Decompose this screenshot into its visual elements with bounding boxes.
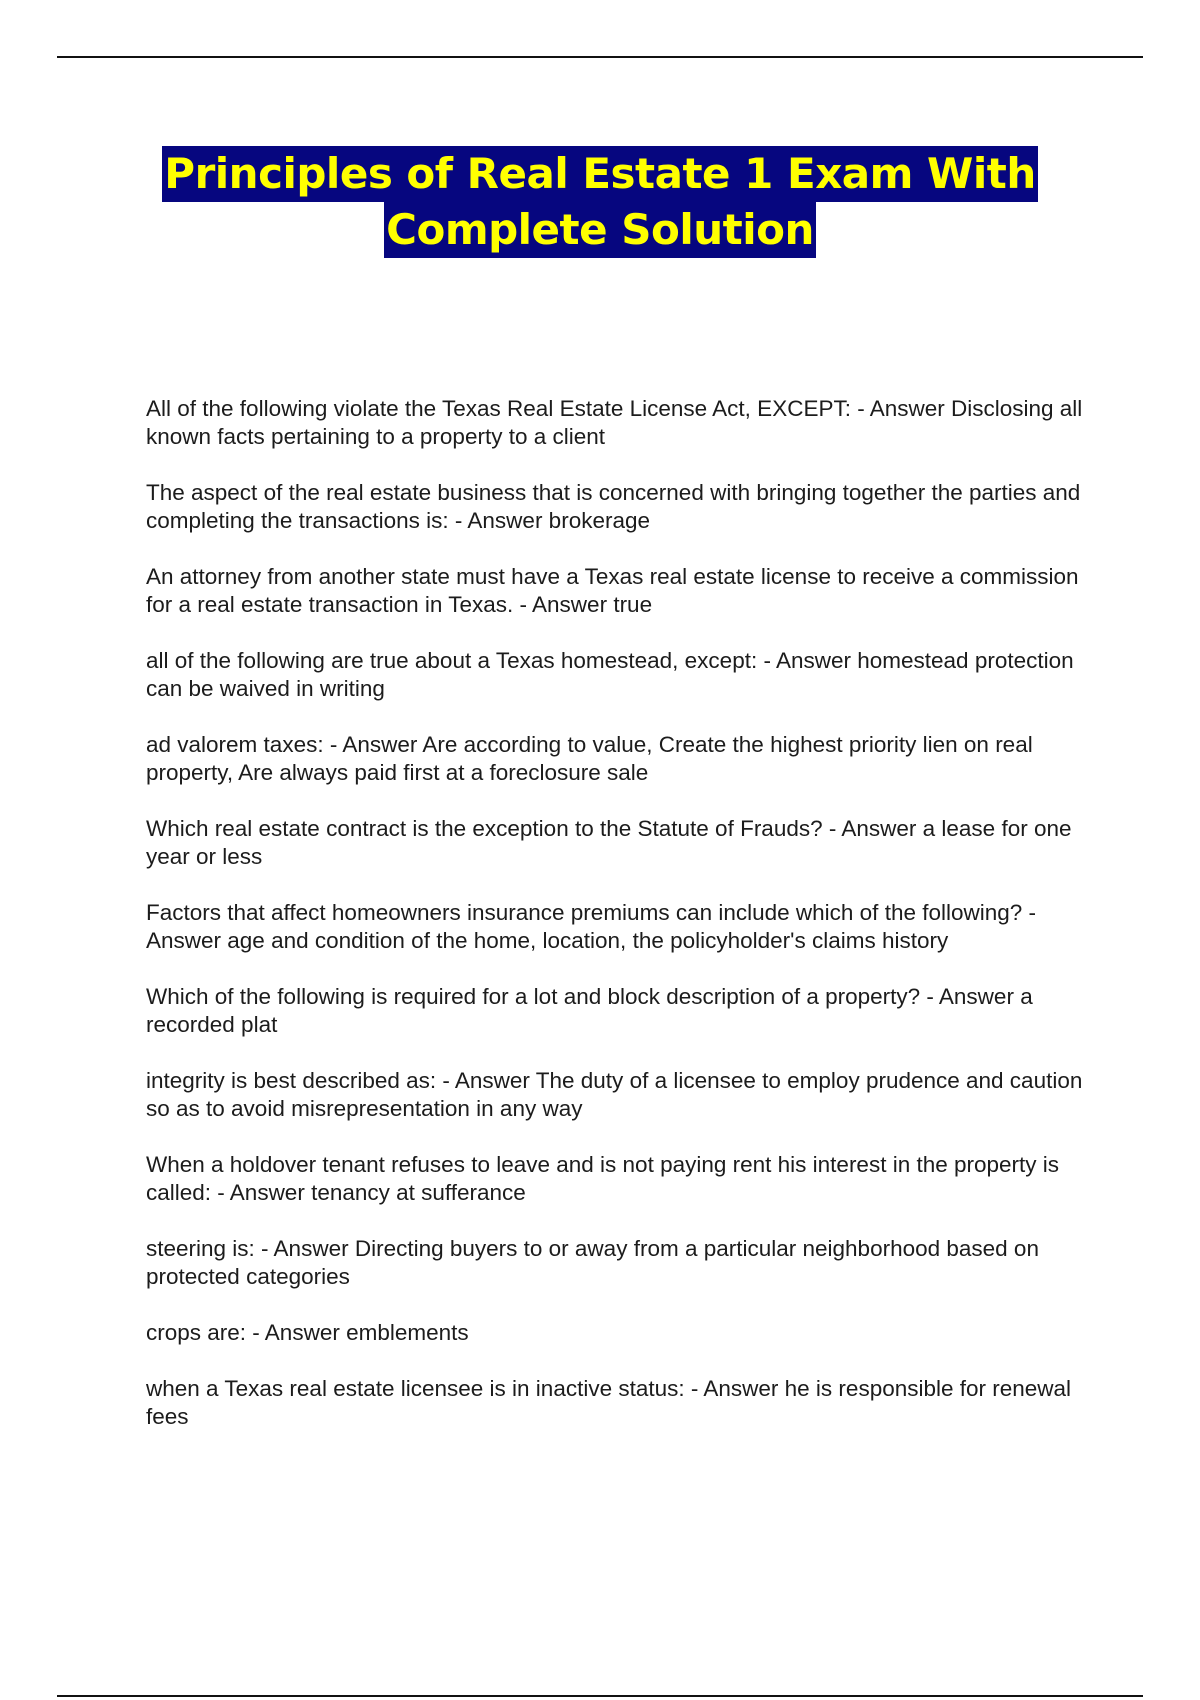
qa-item: Which of the following is required for a lot and block description of a property? - Answer a recorded plat [146,984,1033,1037]
qa-item: integrity is best described as: - Answer The duty of a licensee to employ prudence and caution so as to avoid misrepresentation in any way [146,1068,1083,1121]
qa-item: The aspect of the real estate business that is concerned with bringing together the parties and completing the transactions is: - Answer brokerage [146,480,1081,533]
qa-item: ad valorem taxes: - Answer Are according to value, Create the highest priority lien on real property, Are always paid first at a foreclosure sale [146,732,1033,785]
qa-item: Factors that affect homeowners insurance premiums can include which of the following? - Answer age and condition of the home, location, the policyholder's claims history [146,900,1037,953]
title-line-2: Complete Solution [384,202,816,258]
bottom-rule [57,1695,1143,1697]
qa-item: when a Texas real estate licensee is in inactive status: - Answer he is responsible for renewal fees [146,1376,1072,1429]
title-line-1: Principles of Real Estate 1 Exam With [162,146,1037,202]
qa-item: All of the following violate the Texas Real Estate License Act, EXCEPT: - Answer Disclosing all known facts pertaining to a property to a client [146,396,1083,449]
top-rule [57,56,1143,58]
qa-item: all of the following are true about a Texas homestead, except: - Answer homestead protection can be waived in writing [146,648,1074,701]
qa-item: Which real estate contract is the exception to the Statute of Frauds? - Answer a lease for one year or less [146,816,1072,869]
qa-item: steering is: - Answer Directing buyers to or away from a particular neighborhood based on protected categories [146,1236,1039,1289]
qa-item: When a holdover tenant refuses to leave and is not paying rent his interest in the property is called: - Answer tenancy at sufferance [146,1152,1060,1205]
document-title [0,146,1200,258]
qa-item: An attorney from another state must have a Texas real estate license to receive a commission for a real estate transaction in Texas. - Answer true [146,564,1079,617]
question-answer-list [146,395,1096,1459]
qa-item: crops are: - Answer emblements [146,1320,469,1345]
